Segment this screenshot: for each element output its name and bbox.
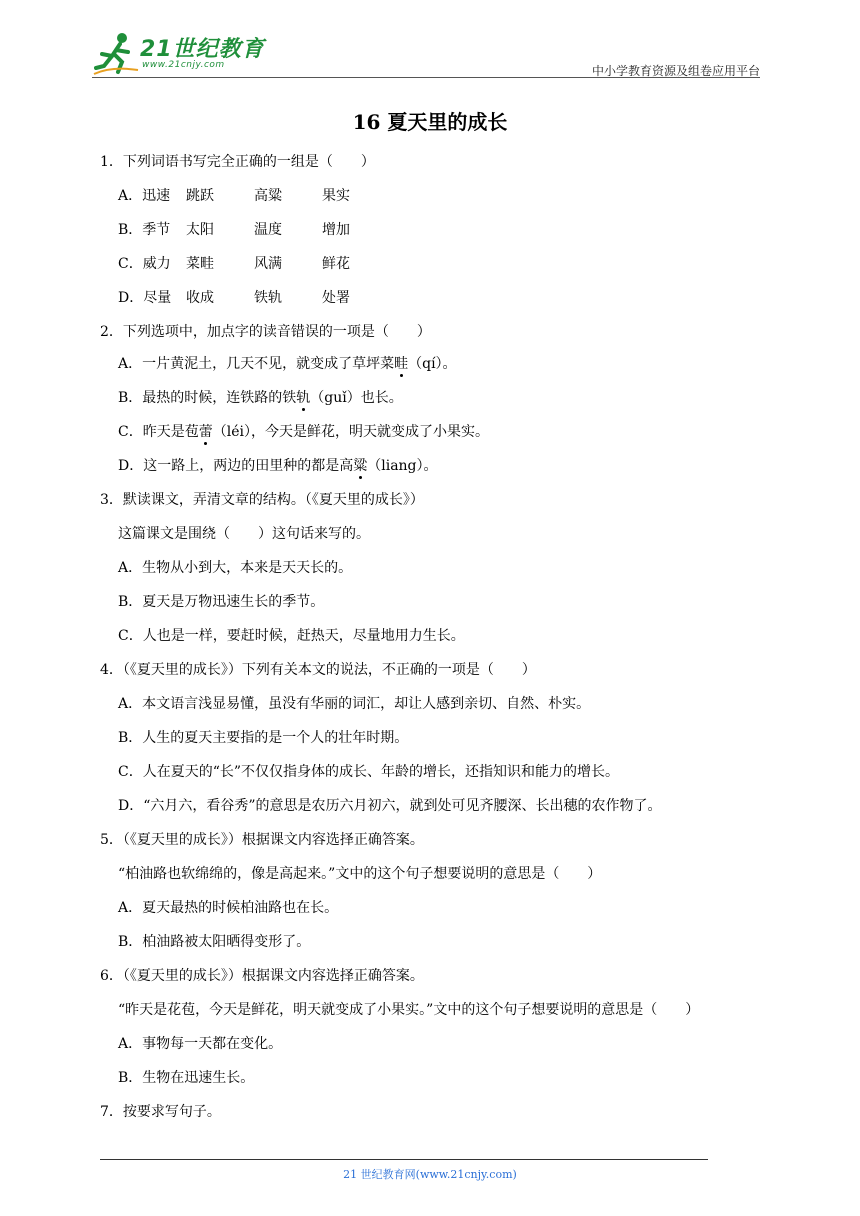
option-line: B．人生的夏天主要指的是一个人的壮年时期。 <box>118 730 409 746</box>
option-line: C．人在夏天的“长”不仅仅指身体的成长、年龄的增长，还指知识和能力的增长。 <box>118 764 620 780</box>
question-stem: 3．默读课文，弄清文章的结构。（《夏天里的成长》） <box>100 492 424 508</box>
dotted-char: 轨 <box>296 390 311 406</box>
option-line: B．夏天是万物迅速生长的季节。 <box>118 594 325 610</box>
option-word: A．迅速 <box>118 188 171 204</box>
question-stem: 2．下列选项中，加点字的读音错误的一项是（ ） <box>100 324 431 340</box>
option-line: A．事物每一天都在变化。 <box>118 1036 283 1052</box>
dotted-char: 粱 <box>353 458 368 474</box>
question-stem: 1．下列词语书写完全正确的一组是（ ） <box>100 154 375 170</box>
question-sub: “柏油路也软绵绵的，像是高起来。”文中的这个句子想要说明的意思是（ ） <box>118 866 602 882</box>
option-word: 果实 <box>322 188 350 204</box>
option-word: 温度 <box>254 222 282 238</box>
page-header <box>92 30 760 80</box>
option-line: A．生物从小到大，本来是天天长的。 <box>118 560 353 576</box>
question-sub: “昨天是花苞，今天是鲜花，明天就变成了小果实。”文中的这个句子想要说明的意思是（ ） <box>118 1002 700 1018</box>
question-stem: 5．（《夏天里的成长》）根据课文内容选择正确答案。 <box>100 832 424 848</box>
option-line: D．“六月六，看谷秀”的意思是农历六月初六，就到处可见齐腰深、长出穗的农作物了。 <box>118 798 662 814</box>
option-row <box>118 253 390 273</box>
site-logo <box>92 30 272 78</box>
header-tagline: 中小学教育资源及组卷应用平台 <box>591 64 760 78</box>
option-line: B．最热的时候，连铁路的铁轨（guǐ）也长。 <box>118 390 403 406</box>
option-line: B．柏油路被太阳晒得变形了。 <box>118 934 311 950</box>
question-stem: 6．（《夏天里的成长》）根据课文内容选择正确答案。 <box>100 968 424 984</box>
option-line: A．一片黄泥土，几天不见，就变成了草坪菜畦（qí）。 <box>118 356 457 372</box>
logo-url: www.21cnjy.com <box>142 60 225 70</box>
option-word: 铁轨 <box>254 290 282 306</box>
option-line: C．昨天是苞蕾（léi），今天是鲜花，明天就变成了小果实。 <box>118 424 489 440</box>
footer-link[interactable]: 21 世纪教育网(www.21cnjy.com) <box>343 1168 517 1181</box>
option-word: 太阳 <box>186 222 214 238</box>
option-word: C．威力 <box>118 256 171 272</box>
runner-icon <box>92 30 140 76</box>
option-word: 风满 <box>254 256 282 272</box>
option-word: 收成 <box>186 290 214 306</box>
option-word: 高粱 <box>254 188 282 204</box>
option-line: D．这一路上，两边的田里种的都是高粱（liang）。 <box>118 458 438 474</box>
option-row <box>118 287 390 307</box>
option-word: 菜畦 <box>186 256 214 272</box>
option-line: C．人也是一样，要赶时候，赶热天，尽量地用力生长。 <box>118 628 465 644</box>
option-word: 鲜花 <box>322 256 350 272</box>
option-word: B．季节 <box>118 222 171 238</box>
footer-divider <box>100 1159 708 1160</box>
logo-text: 21世纪教育 <box>140 37 265 62</box>
option-row <box>118 219 390 239</box>
header-divider <box>92 77 760 78</box>
option-row <box>118 185 390 205</box>
question-stem: 7．按要求写句子。 <box>100 1104 221 1120</box>
option-word: 增加 <box>322 222 350 238</box>
option-word: 处署 <box>322 290 350 306</box>
page-title: 16 夏天里的成长 <box>352 110 508 134</box>
question-sub: 这篇课文是围绕（ ）这句话来写的。 <box>118 526 370 542</box>
question-stem: 4．（《夏天里的成长》）下列有关本文的说法，不正确的一项是（ ） <box>100 662 536 678</box>
option-word: 跳跃 <box>186 188 214 204</box>
option-line: A．夏天最热的时候柏油路也在长。 <box>118 900 339 916</box>
dotted-char: 蕾 <box>198 424 213 440</box>
dotted-char: 畦 <box>394 356 409 372</box>
option-word: D．尽量 <box>118 290 172 306</box>
option-line: B．生物在迅速生长。 <box>118 1070 255 1086</box>
option-line: A．本文语言浅显易懂，虽没有华丽的词汇，却让人感到亲切、自然、朴实。 <box>118 696 591 712</box>
